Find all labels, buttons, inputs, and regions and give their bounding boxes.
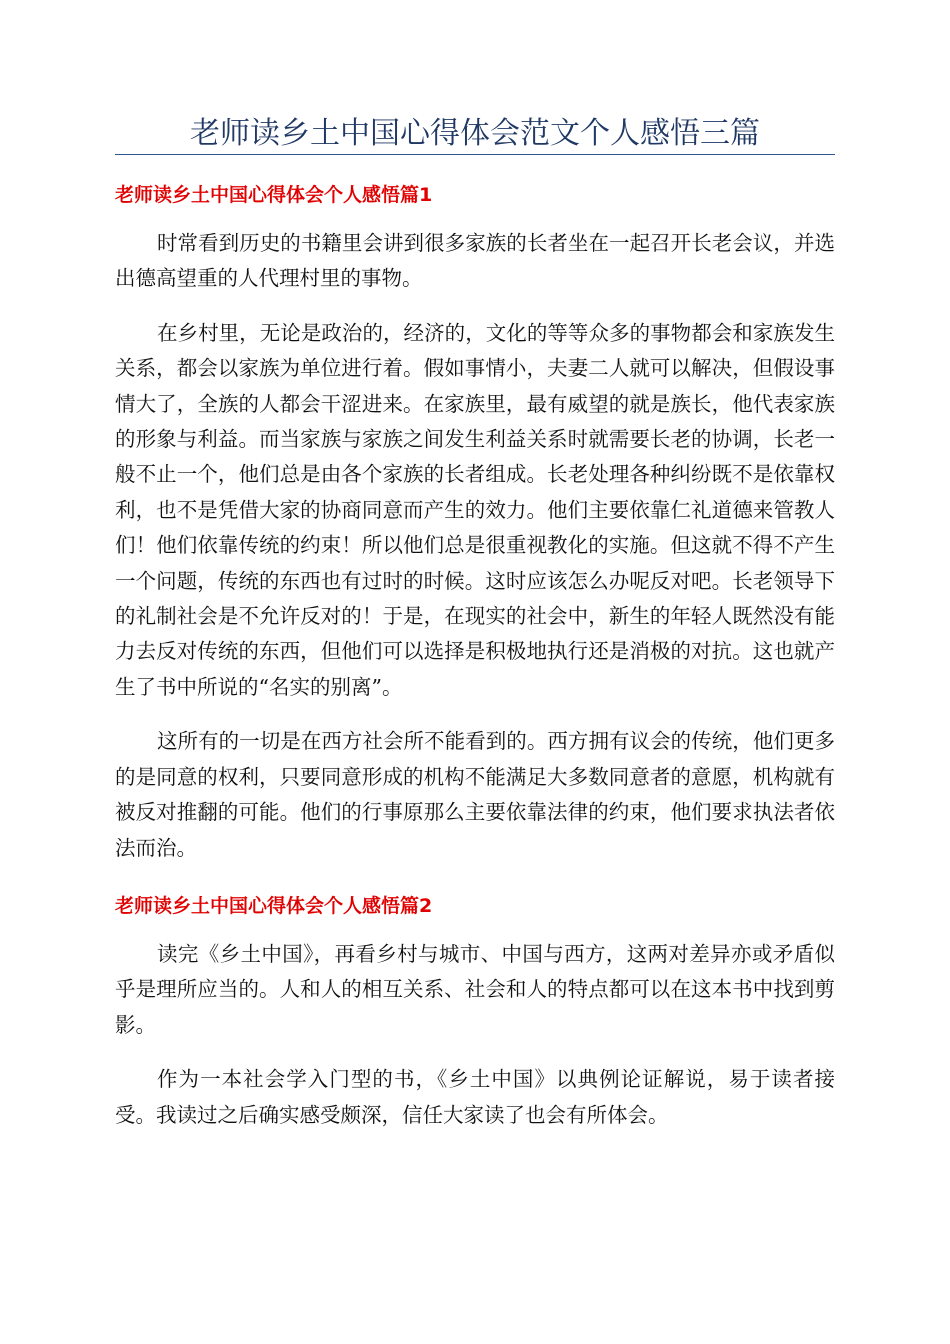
paragraph: 时常看到历史的书籍里会讲到很多家族的长者坐在一起召开长老会议，并选出德高望重的人代理村里的事物。 <box>115 231 835 291</box>
document-title: 老师读乡土中国心得体会范文个人感悟三篇 <box>190 116 760 151</box>
paragraph: 这所有的一切是在西方社会所不能看到的。西方拥有议会的传统，他们更多的是同意的权利，只要同意形成的机构不能满足大多数同意者的意愿，机构就有被反对推翻的可能。他们的行事原那么主要依靠法律的约束，他们要求执法者依法而治。 <box>115 729 835 860</box>
paragraph: 作为一本社会学入门型的书，《乡土中国》以典例论证解说，易于读者接受。我读过之后确实感受颇深，信任大家读了也会有所体会。 <box>115 1067 835 1127</box>
section-1 <box>115 181 835 866</box>
section-heading: 老师读乡土中国心得体会个人感悟篇1 <box>115 184 433 206</box>
section-heading: 老师读乡土中国心得体会个人感悟篇2 <box>115 894 433 917</box>
document-page <box>115 0 835 1133</box>
section-2 <box>115 892 835 1133</box>
paragraph: 在乡村里，无论是政治的，经济的，文化的等等众多的事物都会和家族发生关系，都会以家族为单位进行着。假如事情小，夫妻二人就可以解决，但假设事情大了，全族的人都会干涩进来。在家族里，最有威望的就是族长，他代表家族的形象与利益。而当家族与家族之间发生利益关系时就需要长老的协调，长老一般不止一个，他们总是由各个家族的长者组成。长老处理各种纠纷既不是依靠权利，也不是凭借大家的协商同意而产生的效力。他们主要依靠仁礼道德来管教人们！他们依靠传统的约束！所以他们总是很重视教化的实施。但这就不得不产生一个问题，传统的东西也有过时的时候。这时应该怎么办呢反对吧。长老领导下的礼制社会是不允许反对的！于是，在现实的社会中，新生的年轻人既然没有能力去反对传统的东西，但他们可以选择是积极地执行还是消极的对抗。这也就产生了书中所说的“名实的别离”。 <box>115 320 835 699</box>
title-underline <box>115 154 835 155</box>
paragraph: 读完《乡土中国》，再看乡村与城市、中国与西方，这两对差异亦或矛盾似乎是理所应当的。人和人的相互关系、社会和人的特点都可以在这本书中找到剪影。 <box>115 941 835 1037</box>
